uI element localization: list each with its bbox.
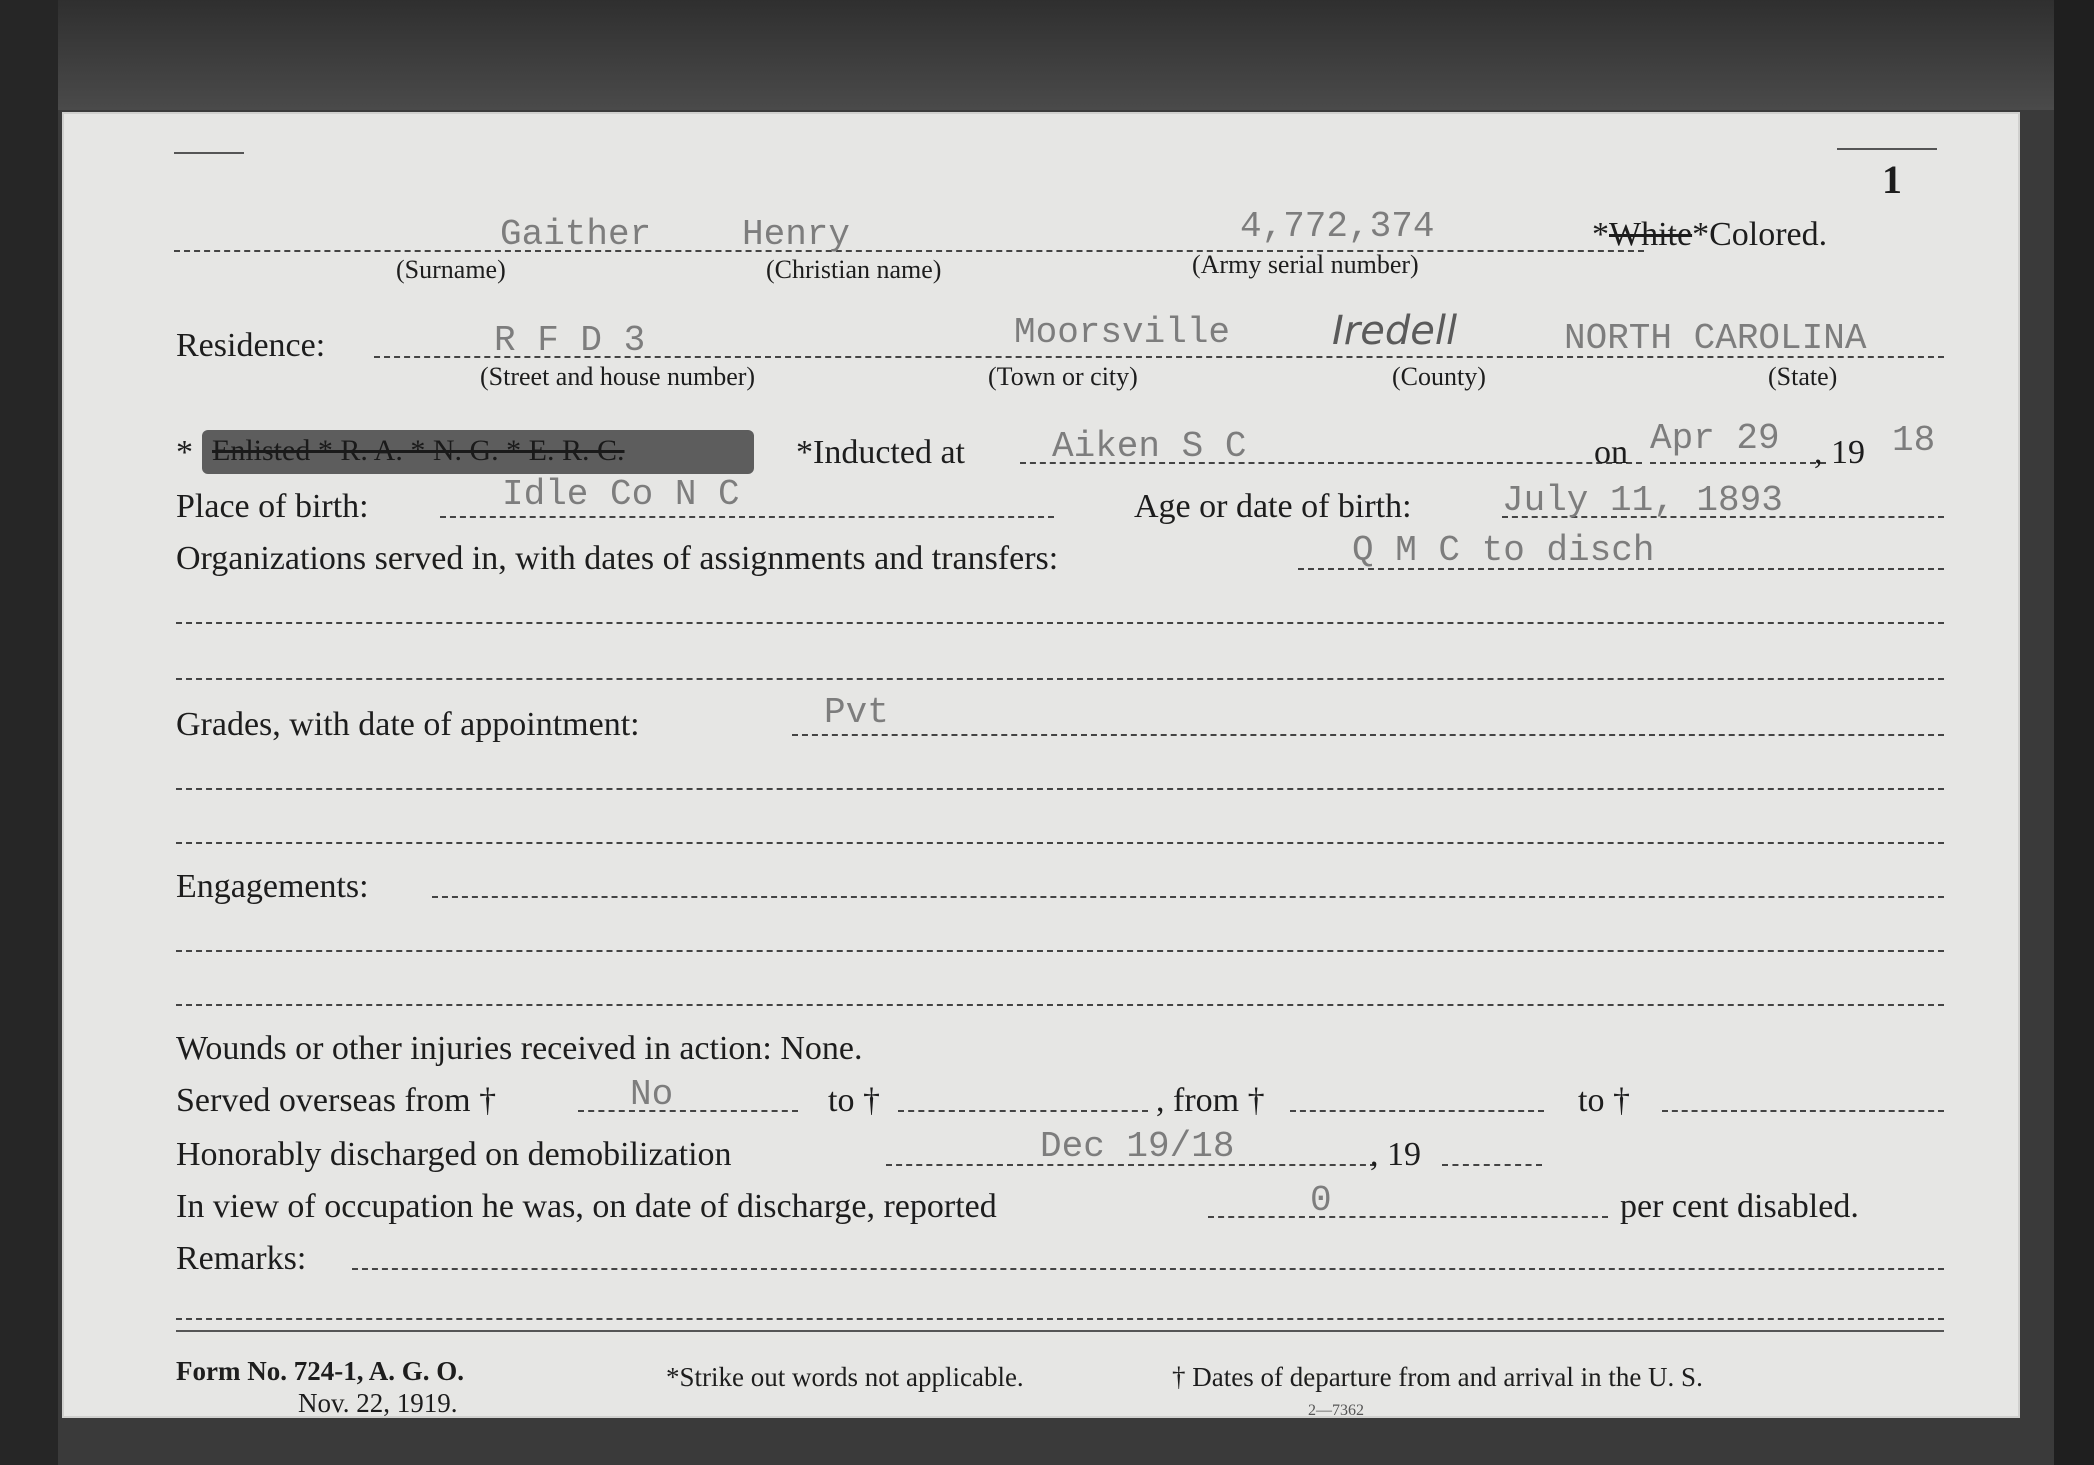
- footnote-strike-out: *Strike out words not applicable.: [666, 1362, 1024, 1392]
- place-of-birth-line: [440, 516, 1054, 518]
- service-record-card: [62, 112, 2020, 1418]
- residence-state-value: NORTH CAROLINA: [1564, 318, 1867, 359]
- grades-line: [792, 734, 1944, 736]
- place-of-birth-value: Idle Co N C: [502, 474, 740, 515]
- discharge-date-value: Dec 19/18: [1040, 1126, 1235, 1167]
- year-prefix: , 19: [1814, 434, 1865, 471]
- wounds-label: Wounds or other injuries received in action: None.: [176, 1030, 863, 1067]
- engagements-line-2: [176, 950, 1944, 952]
- overseas-from2-label: , from †: [1156, 1082, 1265, 1119]
- scanner-background-top: [0, 0, 2094, 110]
- overseas-to-label: to †: [828, 1082, 880, 1119]
- grades-line-2: [176, 788, 1944, 790]
- residence-county-value: Iredell: [1332, 308, 1458, 354]
- disability-line: [1208, 1216, 1608, 1218]
- overseas-from-line: [578, 1110, 798, 1112]
- inducted-place-value: Aiken S C: [1052, 426, 1247, 467]
- engagements-label: Engagements:: [176, 868, 369, 905]
- form-date: Nov. 22, 1919.: [298, 1388, 458, 1418]
- induction-year-value: 18: [1892, 420, 1936, 461]
- form-number: Form No. 724-1, A. G. O.: [176, 1356, 464, 1386]
- residence-street-value: R F D 3: [494, 320, 646, 361]
- county-caption: (County): [1392, 362, 1486, 391]
- on-label: on: [1594, 434, 1628, 471]
- induction-date-line: [1650, 462, 1826, 464]
- struck-enlistment-text: Enlisted * R. A. * N. G. * E. R. C.: [212, 434, 625, 467]
- overseas-to2-line: [1662, 1110, 1944, 1112]
- place-of-birth-label: Place of birth:: [176, 488, 369, 525]
- footnote-dagger: † Dates of departure from and arrival in the U. S.: [1172, 1362, 1703, 1392]
- engagements-line-3: [176, 1004, 1944, 1006]
- residence-town-value: Moorsville: [1014, 312, 1231, 353]
- top-left-rule: [174, 152, 244, 154]
- engagements-line: [432, 896, 1944, 898]
- disability-suffix: per cent disabled.: [1620, 1188, 1859, 1225]
- age-label: Age or date of birth:: [1134, 488, 1412, 525]
- race-field: *White*Colored.: [1592, 216, 1828, 253]
- town-caption: (Town or city): [988, 362, 1138, 391]
- top-right-rule: [1837, 148, 1937, 150]
- serial-number-value: 4,772,374: [1240, 206, 1435, 247]
- organizations-line-3: [176, 678, 1944, 680]
- grades-value: Pvt: [824, 692, 889, 733]
- scanner-background-right: [2054, 0, 2094, 1465]
- residence-label: Residence:: [176, 327, 326, 364]
- overseas-from2-line: [1290, 1110, 1544, 1112]
- christian-name-value: Henry: [742, 214, 851, 255]
- grades-label: Grades, with date of appointment:: [176, 706, 640, 743]
- discharge-year-line: [1442, 1164, 1542, 1166]
- footer-rule: [176, 1330, 1944, 1332]
- overseas-label: Served overseas from †: [176, 1082, 497, 1119]
- name-line: [174, 250, 1644, 252]
- discharge-year-label: , 19: [1370, 1136, 1421, 1173]
- overseas-from-value: No: [630, 1074, 674, 1115]
- grades-line-3: [176, 842, 1944, 844]
- race-white-struck: White: [1609, 216, 1693, 253]
- disability-value: 0: [1310, 1180, 1332, 1221]
- race-colored: Colored.: [1709, 216, 1828, 253]
- remarks-line: [352, 1268, 1944, 1270]
- serial-number-caption: (Army serial number): [1192, 250, 1419, 279]
- discharge-label: Honorably discharged on demobilization: [176, 1136, 732, 1173]
- page-number: 1: [1882, 157, 1902, 202]
- inducted-label: *Inducted at: [796, 434, 965, 471]
- surname-caption: (Surname): [396, 255, 506, 284]
- enlist-star: *: [176, 434, 193, 471]
- print-stamp: 2—7362: [1308, 1402, 1364, 1419]
- organizations-label: Organizations served in, with dates of assignments and transfers:: [176, 540, 1059, 577]
- disability-label: In view of occupation he was, on date of discharge, reported: [176, 1188, 997, 1225]
- birth-date-value: July 11, 1893: [1502, 480, 1783, 521]
- organizations-line-2: [176, 622, 1944, 624]
- overseas-to2-label: to †: [1578, 1082, 1630, 1119]
- state-caption: (State): [1768, 362, 1838, 391]
- overseas-to-line: [898, 1110, 1148, 1112]
- remarks-line-2: [176, 1318, 1944, 1320]
- surname-value: Gaither: [500, 214, 652, 255]
- organizations-value: Q M C to disch: [1352, 530, 1655, 571]
- christian-name-caption: (Christian name): [766, 255, 942, 284]
- induction-date-value: Apr 29: [1650, 418, 1780, 459]
- street-caption: (Street and house number): [480, 362, 756, 391]
- scanner-background-left: [0, 0, 58, 1465]
- remarks-label: Remarks:: [176, 1240, 307, 1277]
